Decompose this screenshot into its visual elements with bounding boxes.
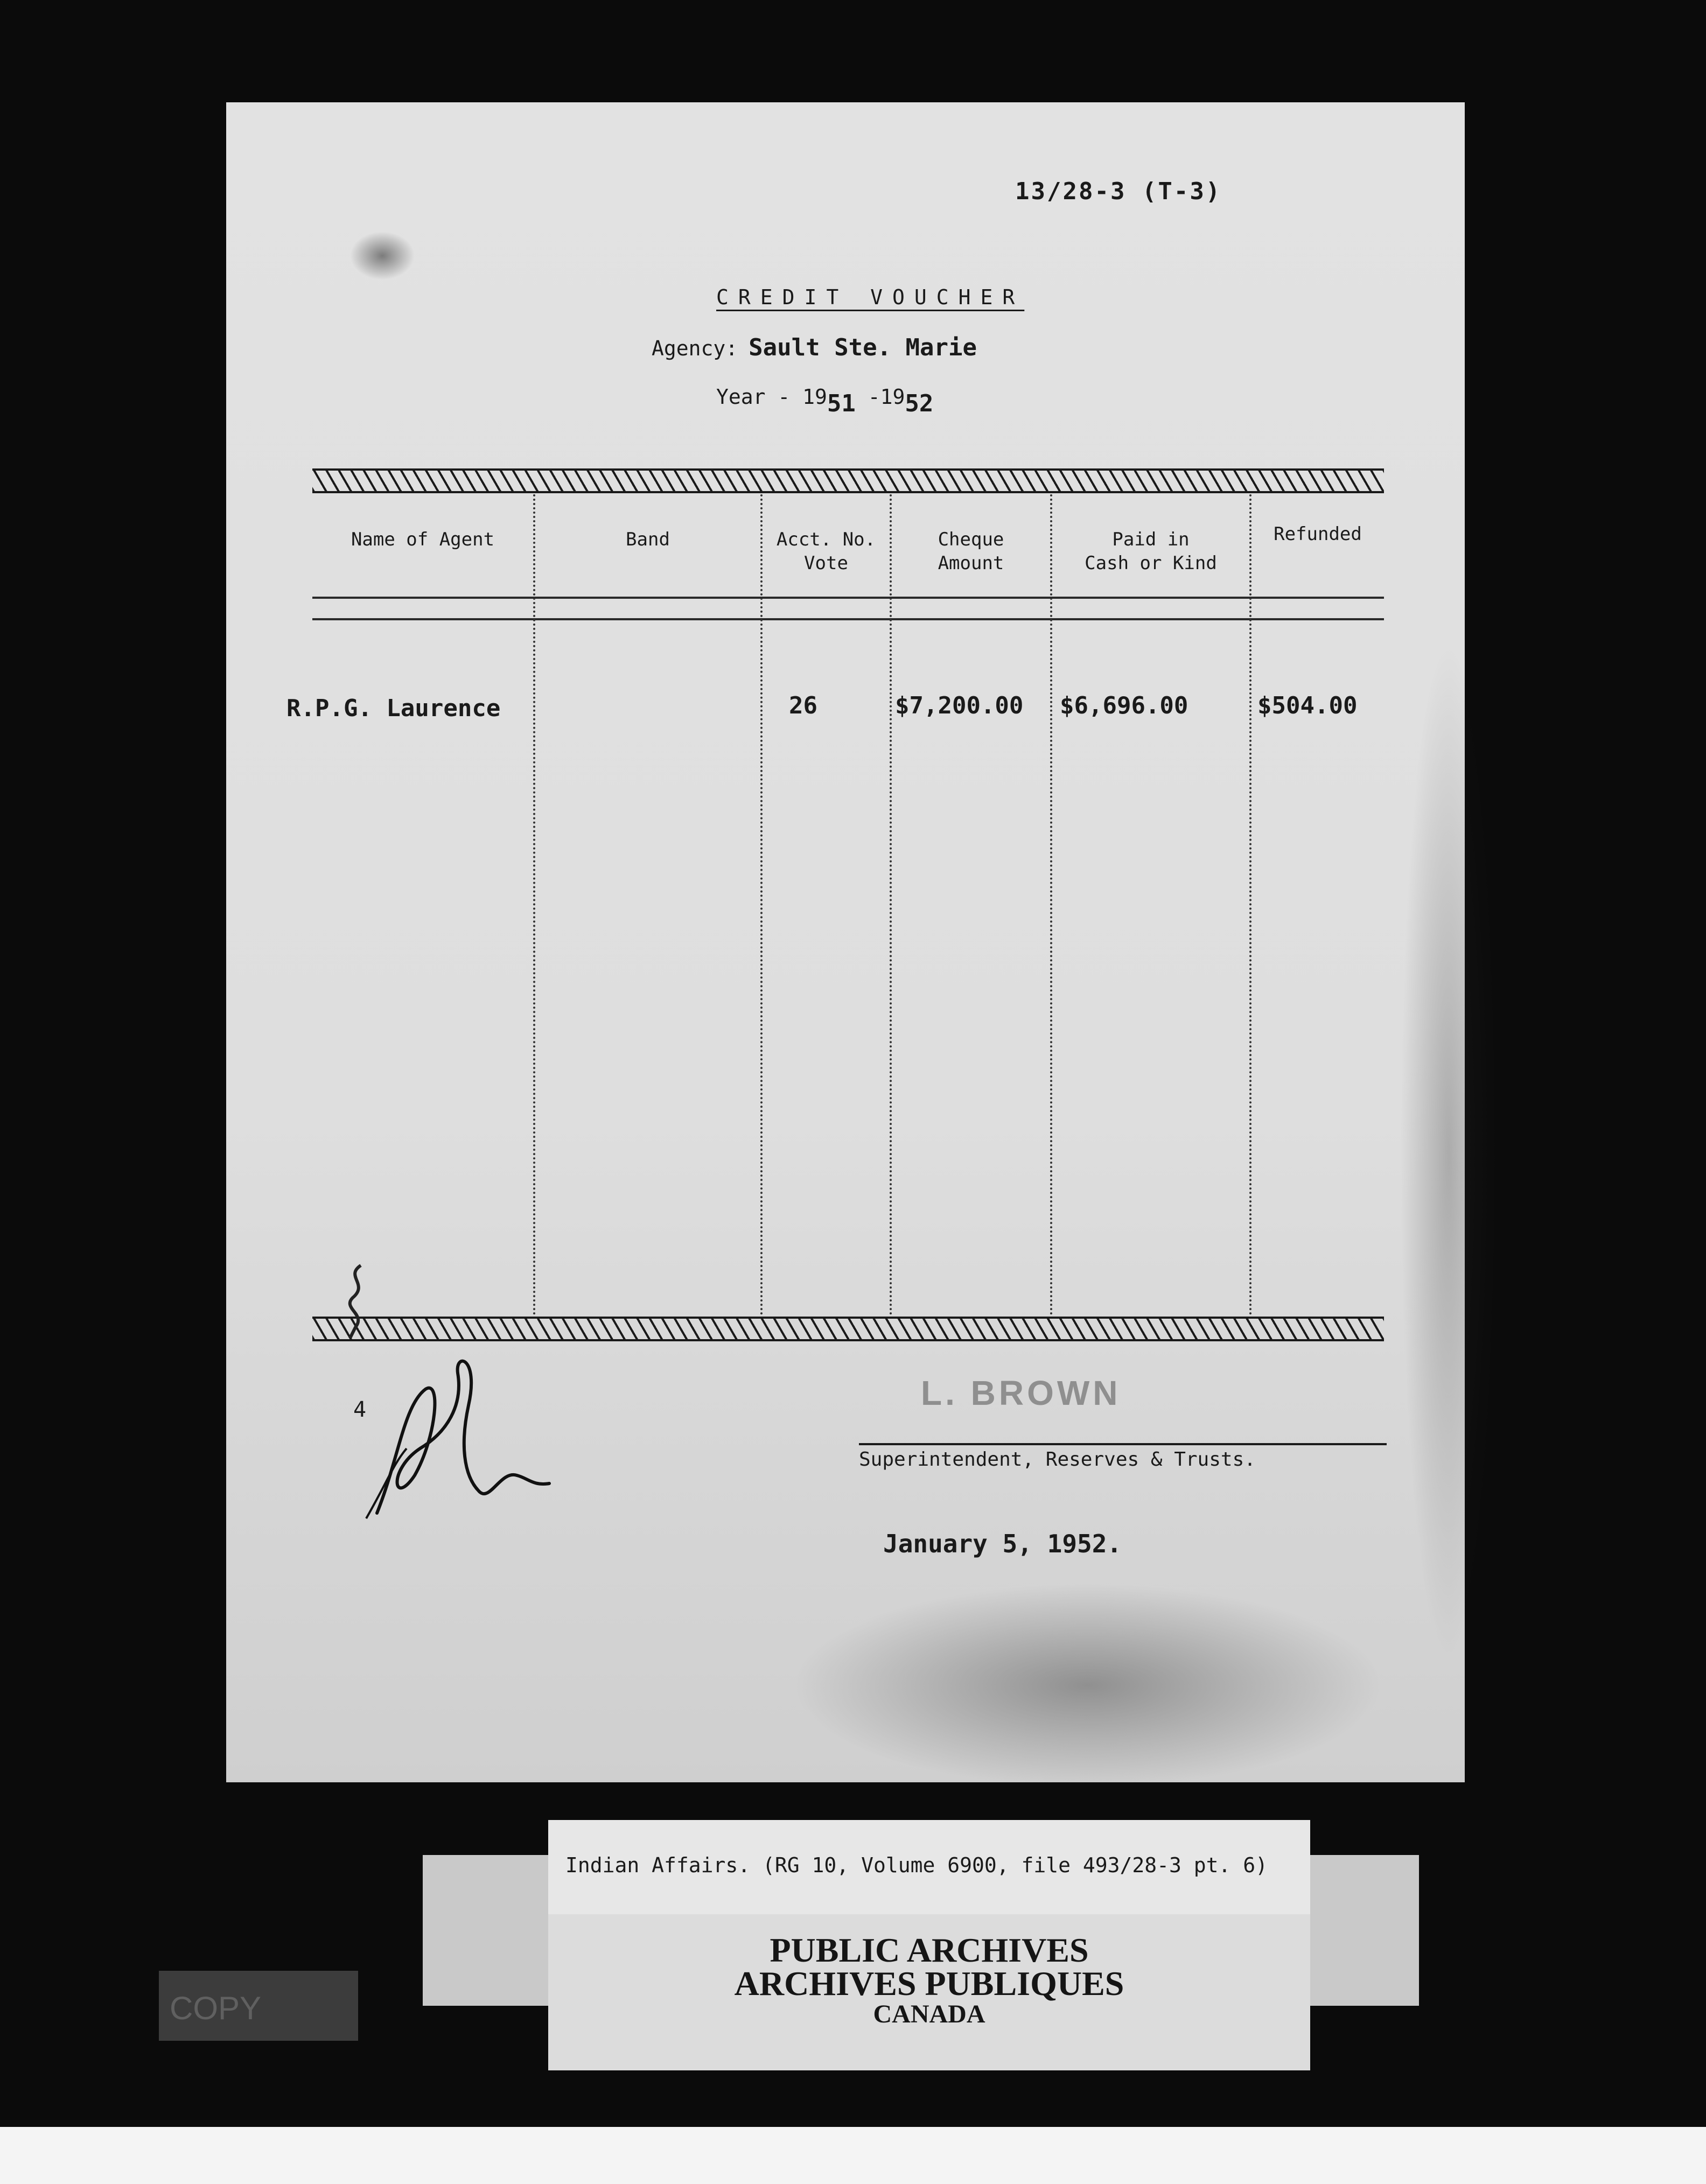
column-divider (890, 494, 892, 1315)
margin-copy-text: COPY (170, 1990, 262, 2026)
page-number: 4 (353, 1397, 367, 1422)
cell-refunded: $504.00 (1257, 692, 1358, 719)
stamp-line-2: ARCHIVES PUBLIQUES (734, 1964, 1124, 2003)
name-stamp: L. BROWN (921, 1374, 1121, 1412)
archive-reference-label (548, 1820, 1310, 1914)
header-paid-cash-kind: Paid in Cash or Kind (1085, 529, 1217, 574)
archive-stamp (548, 1914, 1310, 2070)
header-cheque-amount: Cheque Amount (938, 529, 1004, 574)
document-date: January 5, 1952. (883, 1529, 1122, 1558)
signatory-title: Superintendent, Reserves & Trusts. (859, 1448, 1256, 1471)
stamp-line-1: PUBLIC ARCHIVES (770, 1931, 1089, 1969)
column-divider (1050, 494, 1052, 1315)
column-divider (760, 494, 763, 1315)
column-divider (533, 494, 535, 1315)
header-band: Band (626, 529, 670, 550)
cell-acct-vote: 26 (789, 692, 817, 719)
page-title: CREDIT VOUCHER (716, 285, 1025, 309)
signature-line (859, 1443, 1387, 1445)
fiscal-year (716, 382, 934, 417)
stain-right-edge (1400, 641, 1497, 1664)
year-end: 52 (905, 390, 934, 417)
cell-cheque-amount: $7,200.00 (895, 692, 1024, 719)
stamp-line-3: CANADA (873, 2000, 985, 2028)
credit-voucher-page (226, 102, 1465, 1782)
header-rule-1 (312, 597, 1384, 599)
header-acct-vote: Acct. No. Vote (776, 529, 876, 574)
cell-agent: R.P.G. Laurence (286, 695, 501, 722)
agency-name: Sault Ste. Marie (749, 334, 977, 361)
agency-line (652, 334, 977, 361)
handwritten-signature (355, 1341, 582, 1524)
header-name-of-agent: Name of Agent (351, 529, 495, 550)
header-rule-2 (312, 618, 1384, 620)
stain-bottom (792, 1583, 1384, 1788)
header-refunded: Refunded (1274, 523, 1362, 545)
margin-copy-stamp (159, 1971, 358, 2041)
initials-mark (339, 1260, 377, 1341)
table-bottom-hatch (312, 1317, 1384, 1341)
year-start: 51 (827, 390, 856, 417)
year-prefix: Year - 19 (716, 385, 827, 409)
bottom-margin-strip (0, 2127, 1706, 2184)
table-top-hatch (312, 468, 1384, 493)
year-mid: -19 (855, 385, 905, 409)
file-reference: 13/28-3 (T-3) (1015, 178, 1222, 205)
agency-label: Agency: (652, 337, 738, 360)
ink-blot (350, 232, 415, 280)
cell-paid-cash-kind: $6,696.00 (1060, 692, 1188, 719)
column-divider (1249, 494, 1251, 1315)
archive-reference: Indian Affairs. (RG 10, Volume 6900, file 493/28-3 pt. 6) (565, 1853, 1268, 1877)
